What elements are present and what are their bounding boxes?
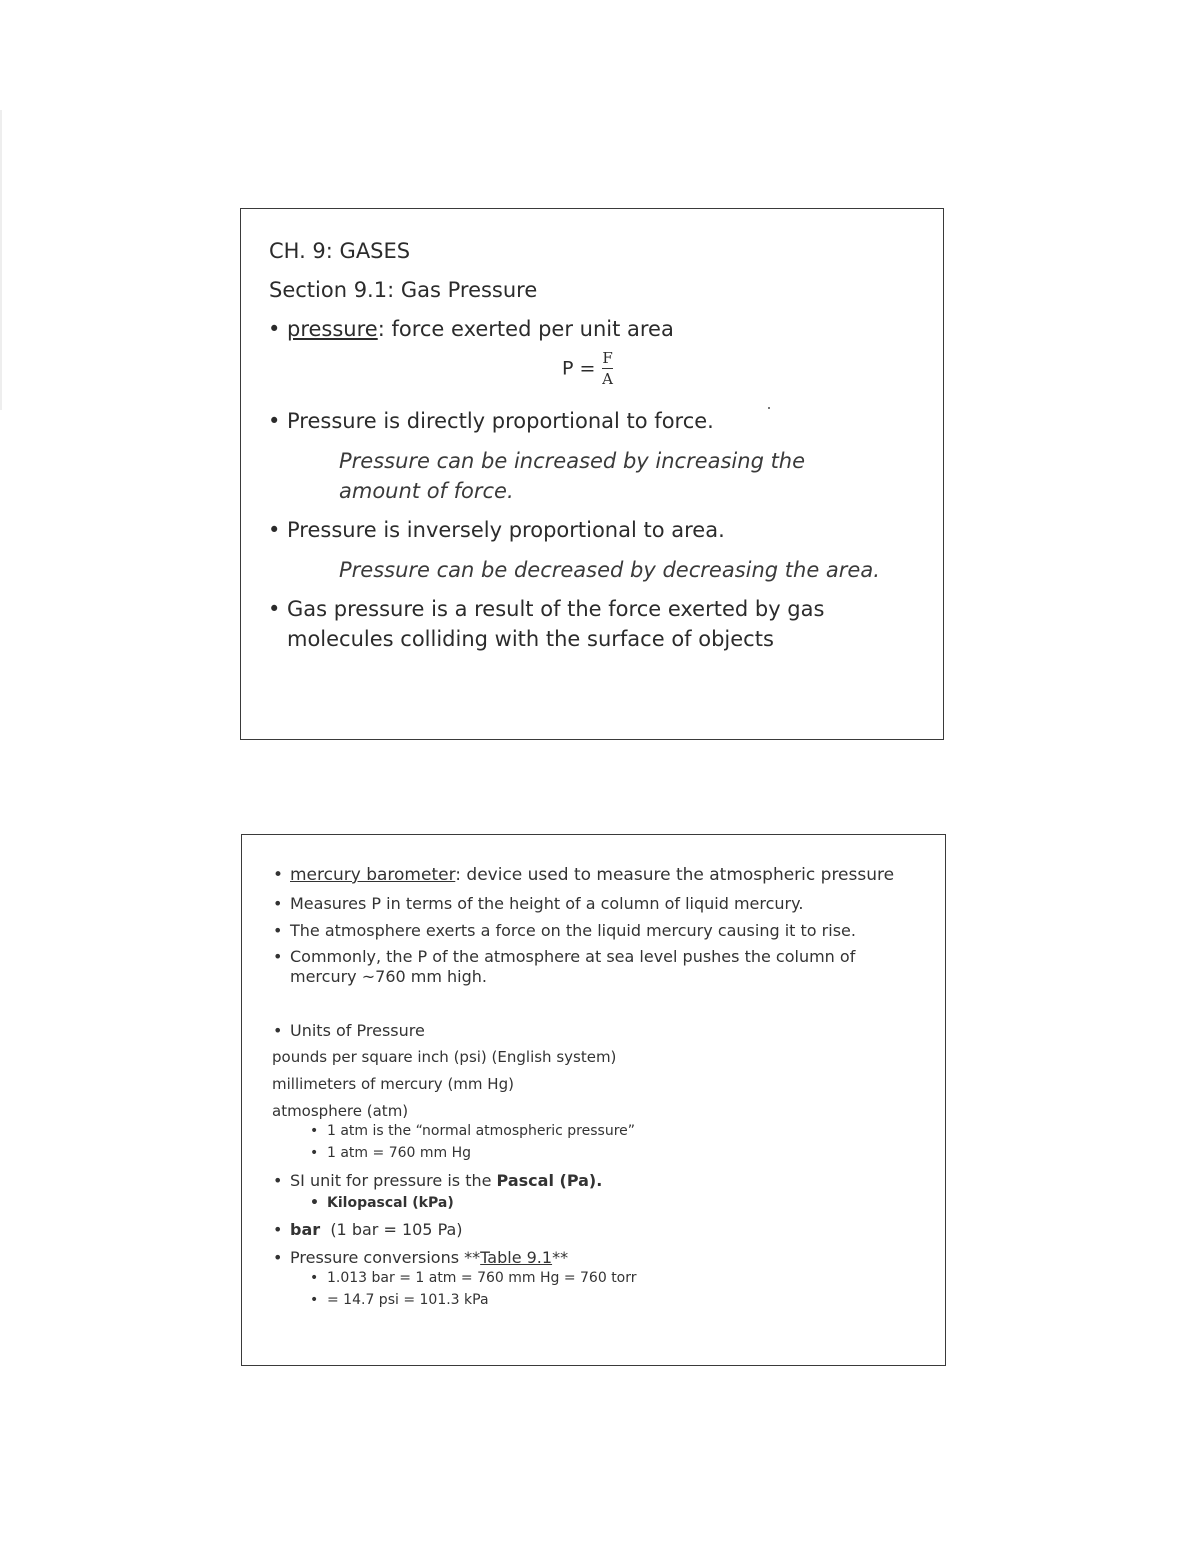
- bullet-measures-p: • Measures P in terms of the height of a column of liquid mercury.: [290, 894, 803, 913]
- conversion-sub-line2: • = 14.7 psi = 101.3 kPa: [327, 1292, 489, 1308]
- slide-gas-pressure: [240, 208, 944, 740]
- si-text: SI unit for pressure is the: [290, 1171, 497, 1190]
- si-sub-kilopascal: • Kilopascal (kPa): [327, 1195, 454, 1211]
- bullet-gas-pressure-line2: molecules colliding with the surface of objects: [287, 627, 774, 651]
- unit-psi: pounds per square inch (psi) (English system): [272, 1048, 617, 1066]
- units-heading: • Units of Pressure: [290, 1021, 425, 1040]
- barometer-definition: : device used to measure the atmospheric pressure: [455, 865, 895, 885]
- formula-numerator: F: [602, 349, 613, 367]
- note-decrease: Pressure can be decreased by decreasing the area.: [339, 558, 880, 582]
- term-mercury-barometer: mercury barometer: [290, 865, 456, 885]
- formula-denominator: A: [602, 370, 613, 388]
- fraction-bar: [602, 368, 613, 369]
- bullet-gas-pressure-line1: • Gas pressure is a result of the force exerted by gas: [287, 597, 824, 621]
- unit-atm: atmosphere (atm): [272, 1102, 409, 1120]
- atm-sub-equivalence: • 1 atm = 760 mm Hg: [327, 1145, 471, 1161]
- bullet-mercury-barometer: [290, 865, 894, 885]
- conversions-end: **: [552, 1248, 569, 1267]
- note-increase-line1: Pressure can be increased by increasing the: [339, 449, 806, 473]
- bullet-pressure-definition: [287, 317, 674, 341]
- unit-mmhg: millimeters of mercury (mm Hg): [272, 1075, 514, 1093]
- conversion-sub-line1: • 1.013 bar = 1 atm = 760 mm Hg = 760 torr: [327, 1270, 637, 1286]
- bullet-inverse-proportional: • Pressure is inversely proportional to area.: [287, 518, 725, 542]
- si-pascal: Pascal (Pa).: [496, 1171, 603, 1190]
- term-pressure: pressure: [287, 317, 378, 341]
- table-9-1-link[interactable]: Table 9.1: [480, 1248, 553, 1267]
- formula-fraction: [602, 349, 613, 388]
- slide-barometer-units: [241, 834, 946, 1366]
- atm-sub-normal: • 1 atm is the “normal atmospheric pressure”: [327, 1123, 635, 1139]
- definition-text: : force exerted per unit area: [377, 317, 674, 341]
- bullet-atmosphere-force: • The atmosphere exerts a force on the liquid mercury causing it to rise.: [290, 921, 856, 940]
- section-title: Section 9.1: Gas Pressure: [269, 278, 538, 302]
- bullet-bar: [290, 1220, 463, 1239]
- formula-lhs: P =: [562, 357, 596, 380]
- bullet-si-unit: [290, 1171, 602, 1190]
- note-increase-line2: amount of force.: [339, 479, 514, 503]
- conversions-text: Pressure conversions **: [290, 1248, 481, 1267]
- scan-speck: [768, 407, 770, 409]
- bullet-commonly-line2: mercury ~760 mm high.: [290, 967, 487, 986]
- bullet-direct-proportional: • Pressure is directly proportional to force.: [287, 409, 714, 433]
- bullet-pressure-conversions: [290, 1248, 568, 1267]
- chapter-title: CH. 9: GASES: [269, 239, 411, 263]
- pressure-formula: [562, 349, 613, 388]
- bullet-commonly-line1: • Commonly, the P of the atmosphere at sea level pushes the column of: [290, 947, 855, 966]
- bar-definition: (1 bar = 105 Pa): [320, 1220, 463, 1239]
- scan-edge-shadow: [0, 110, 2, 410]
- bar-term: bar: [290, 1220, 321, 1239]
